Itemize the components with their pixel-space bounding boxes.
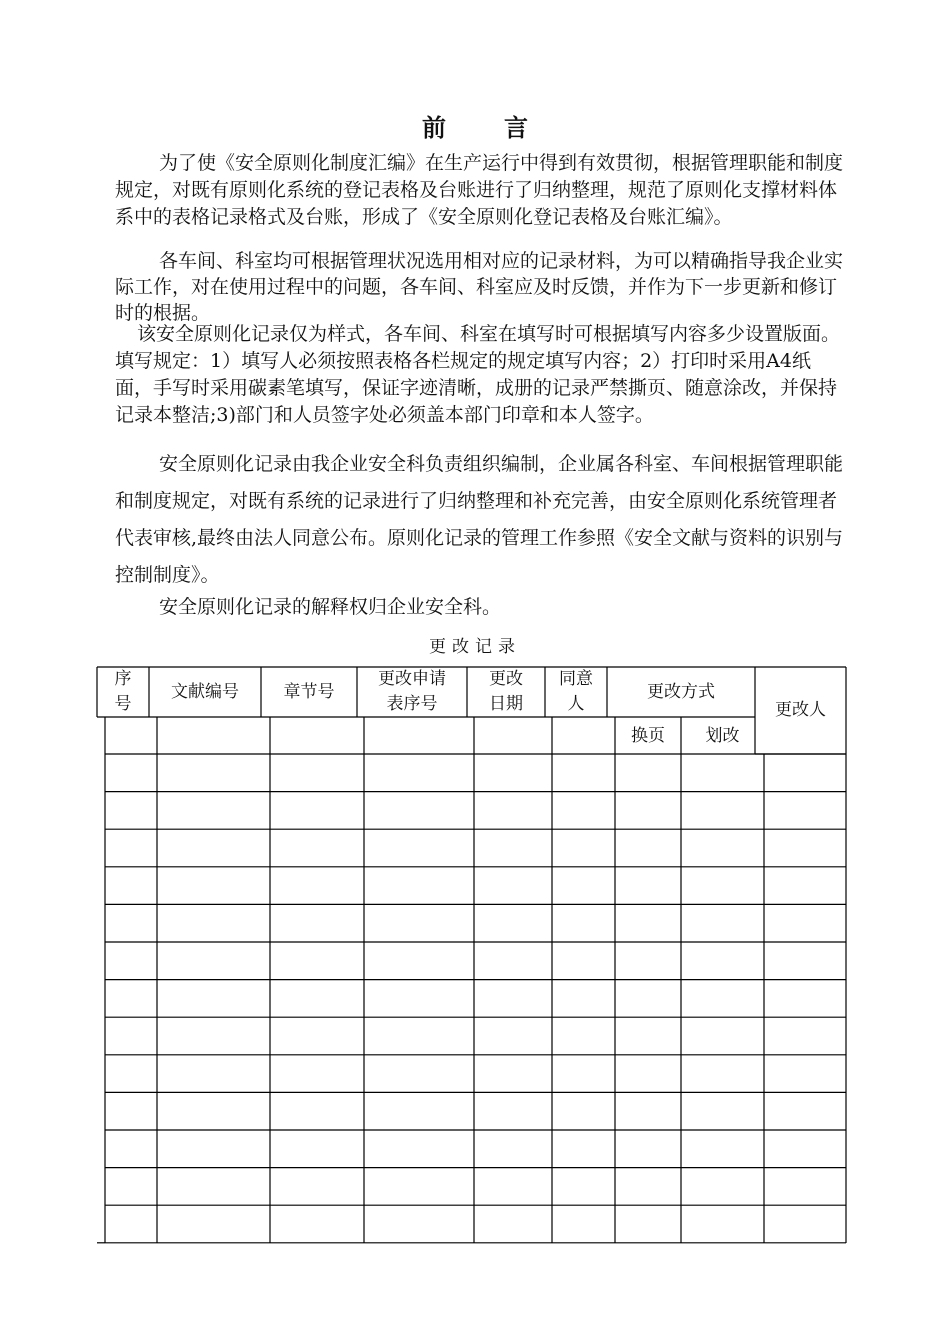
header-changer: 更改人 <box>775 700 826 720</box>
paragraph-2: 各车间、科室均可根据管理状况选用相对应的记录材料，为可以精确指导我企业实际工作，对在使用过程中的问题，各车间、科室应及时反馈，并作为下一步更新和修订时的根据。 <box>115 250 844 324</box>
paragraph-1: 为了使《安全原则化制度汇编》在生产运行中得到有效贯彻，根据管理职能和制度规定，对既有原则化系统的登记表格及台账进行了归纳整理，规范了原则化支撑材料体系中的表格记录格式及台账，形成了《安全原则化登记表格及台账汇编》。 <box>115 152 844 228</box>
header-section-no: 章节号 <box>283 682 335 702</box>
header-method: 更改方式 <box>647 682 715 702</box>
header-change-date: 更改 日期 <box>489 669 523 714</box>
table-caption: 更改记录 <box>429 637 521 657</box>
header-seq: 序 号 <box>114 669 132 714</box>
title-char-2: 言 <box>504 113 528 142</box>
header-method-replace: 换页 <box>631 726 665 746</box>
header-approver: 同意 人 <box>559 669 593 714</box>
header-method-strike: 划改 <box>705 726 740 746</box>
header-doc-no: 文献编号 <box>171 682 239 702</box>
header-request-no: 更改申请 表序号 <box>378 669 446 714</box>
paragraph-3: 该安全原则化记录仅为样式，各车间、科室在填写时可根据填写内容多少设置版面。填写规定：1）填写人必须按照表格各栏规定的规定填写内容；2）打印时采用A4纸面，手写时采用碳素笔填写，保证字迹清晰，成册的记录严禁撕页、随意涂改，并保持记录本整洁;3)部门和人员签字处必须盖本部门印章和本人签字。 <box>115 323 841 426</box>
paragraph-4: 安全原则化记录由我企业安全科负责组织编制，企业属各科室、车间根据管理职能和制度规定，对既有系统的记录进行了归纳整理和补充完善，由安全原则化系统管理者代表审核,最终由法人同意公布。原则化记录的管理工作参照《安全文献与资料的识别与控制制度》。 <box>115 453 844 586</box>
paragraph-5: 安全原则化记录的解释权归企业安全科。 <box>159 596 502 618</box>
title-char-1: 前 <box>422 113 446 142</box>
